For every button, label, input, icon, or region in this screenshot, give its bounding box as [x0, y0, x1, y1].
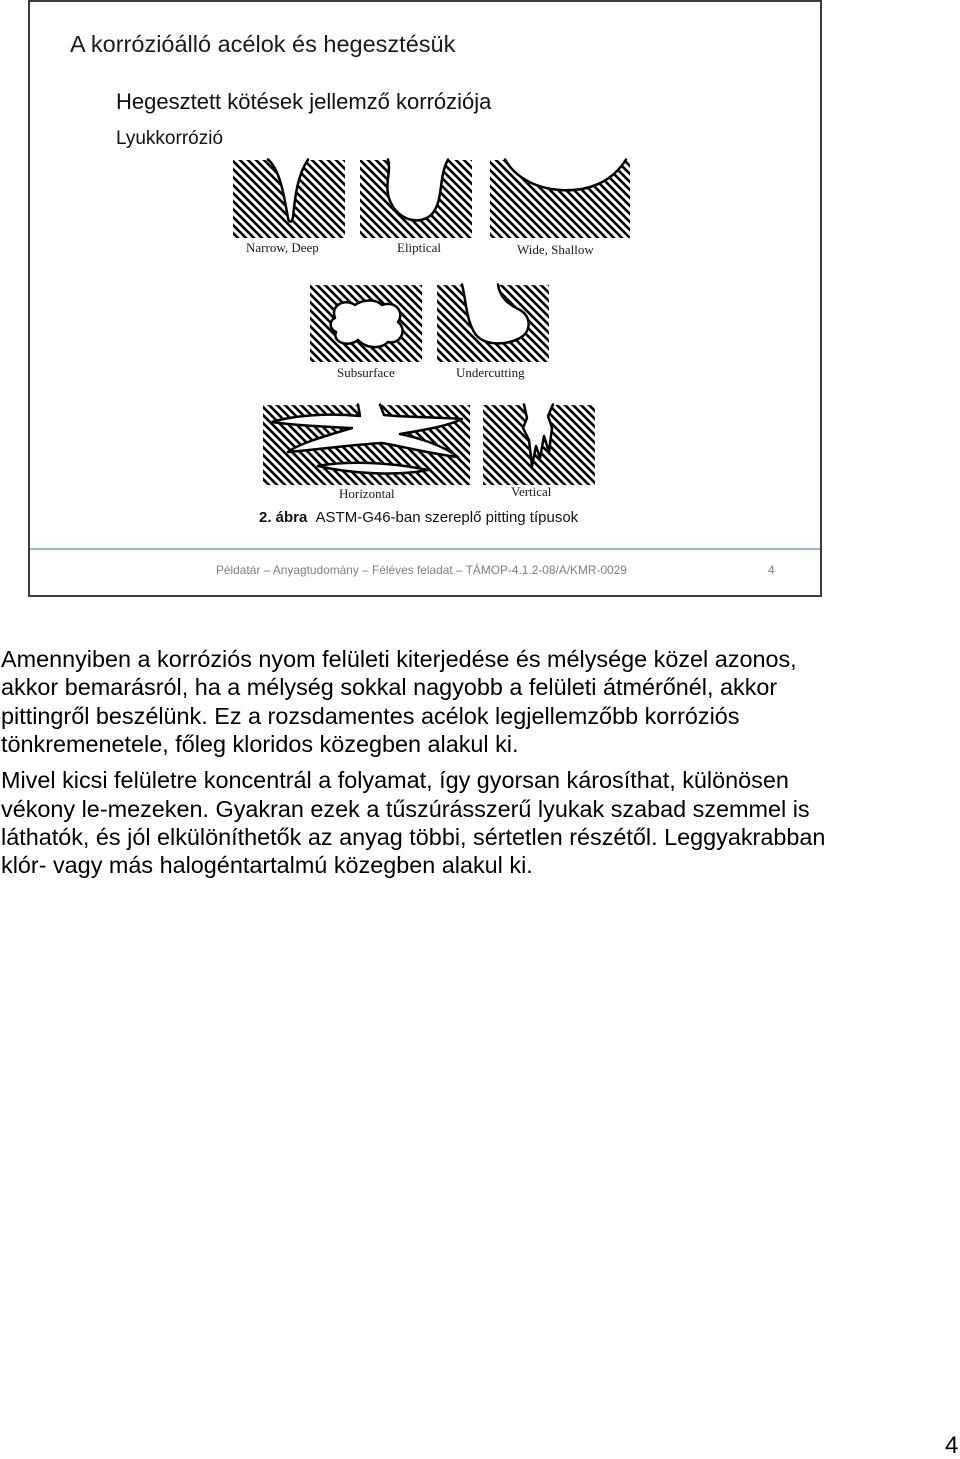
body-text — [1, 645, 825, 887]
page-number: 4 — [945, 1432, 959, 1459]
text-line: pittingről beszélünk. Ez a rozsdamentes acélok legjellemzőbb korróziós — [1, 702, 740, 729]
paragraph — [1, 766, 825, 880]
figure-caption — [259, 509, 578, 527]
text-line: tönkremenetele, főleg kloridos közegben alakul ki. — [1, 731, 519, 758]
pit-type-vertical — [483, 405, 595, 500]
slide-footer-text: Példatár – Anyagtudomány – Féléves feladat – TÁMOP-4.1.2-08/A/KMR-0029 — [216, 563, 627, 577]
text-line: láthatók, és jól elkülöníthetők az anyag többi, sértetlen részétől. Leggyakrabban — [1, 824, 826, 851]
pit-type-horizontal — [263, 405, 470, 502]
slide-section-heading: Lyukkorrózió — [116, 128, 224, 149]
pit-label-vertical: Vertical — [511, 484, 552, 499]
pit-label-undercutting: Undercutting — [456, 365, 525, 380]
pit-type-eliptical — [360, 160, 472, 256]
figure-caption-text: ASTM-G46-ban szereplő pitting típusok — [315, 509, 579, 526]
text-line: Mivel kicsi felületre koncentrál a folyamat, így gyorsan károsíthat, különösen — [1, 767, 789, 794]
pit-outline — [331, 300, 403, 347]
text-line: klór- vagy más halogéntartalmú közegben alakul ki. — [1, 852, 533, 879]
pit-label-subsurface: Subsurface — [337, 365, 395, 380]
text-line: akkor bemarásról, ha a mélység sokkal nagyobb a felületi átmérőnél, akkor — [1, 674, 778, 701]
pit-type-subsurface — [310, 285, 422, 380]
pitting-types-figure — [230, 155, 640, 510]
pit-label-eliptical: Eliptical — [397, 240, 442, 255]
text-line: vékony le-mezeken. Gyakran ezek a tűszúrásszerű lyukak szabad szemmel is — [1, 795, 810, 822]
figure-caption-number: 2. ábra — [259, 509, 308, 526]
paragraph — [1, 645, 825, 759]
pit-label-horizontal: Horizontal — [339, 486, 395, 501]
pit-type-undercutting — [437, 285, 549, 381]
pit-type-wide-shallow — [490, 160, 630, 258]
slide-title: A korrózióálló acélok és hegesztésük — [70, 31, 456, 57]
embedded-slide — [28, 0, 822, 597]
text-line: Amennyiben a korróziós nyom felületi kiterjedése és mélysége közel azonos, — [1, 646, 797, 672]
slide-number: 4 — [768, 563, 775, 577]
slide-footer-divider — [30, 548, 820, 550]
slide-subtitle: Hegesztett kötések jellemző korróziója — [116, 89, 492, 114]
pit-label-narrow-deep: Narrow, Deep — [246, 240, 319, 255]
pit-type-narrow-deep — [233, 160, 345, 256]
pit-label-wide-shallow: Wide, Shallow — [517, 242, 594, 257]
